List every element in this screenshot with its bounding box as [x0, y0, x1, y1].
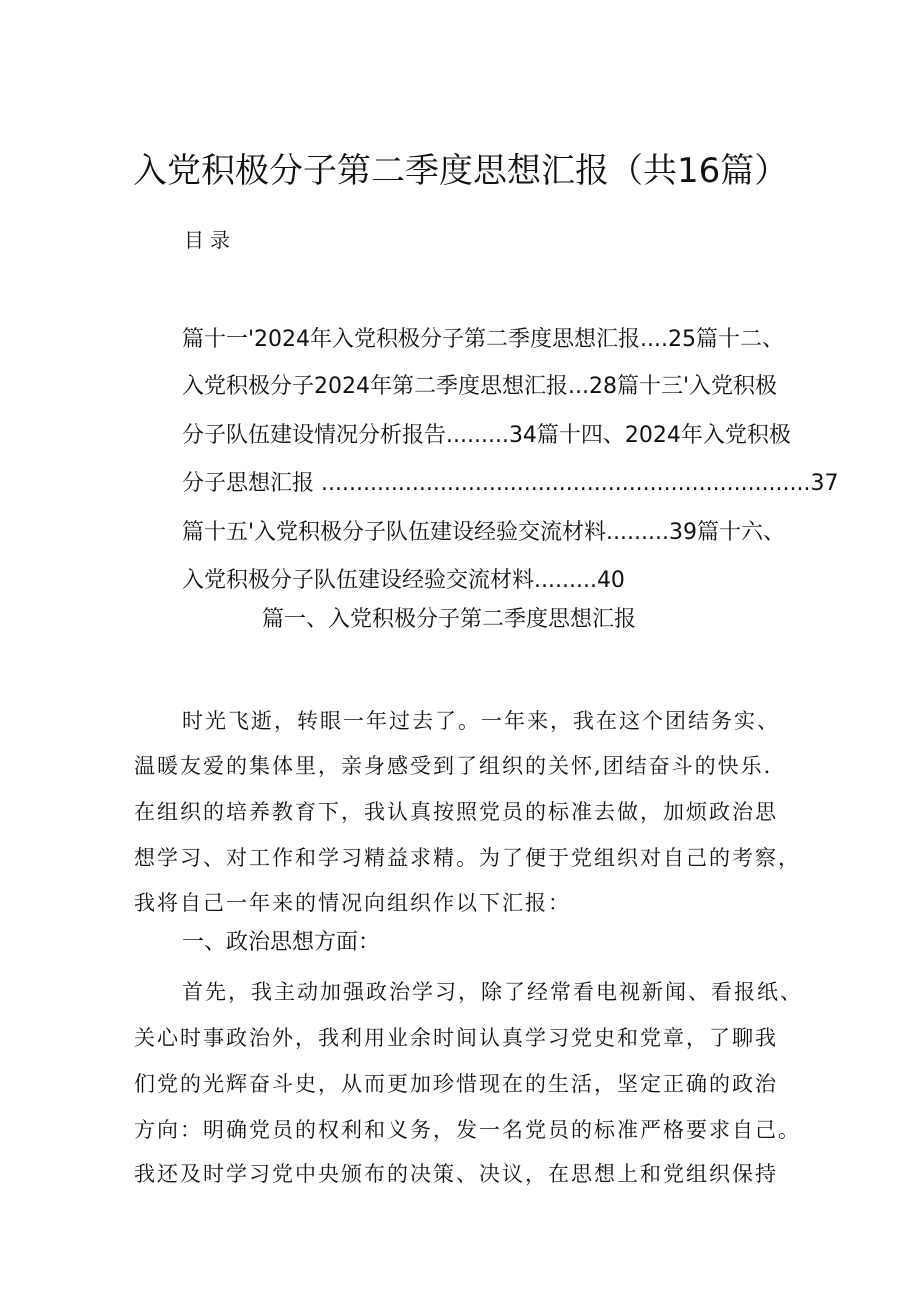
toc-line: 入党积极分子队伍建设经验交流材料.........40 [182, 568, 625, 593]
document-title: 入党积极分子第二季度思想汇报（共16篇） [133, 151, 789, 191]
paragraph-line: 想学习、对工作和学习精益求精。为了便于党组织对自己的考察， [134, 846, 801, 870]
toc-line: 篇十五'入党积极分子队伍建设经验交流材料.........39篇十六、 [182, 520, 785, 545]
toc-heading: 目录 [184, 228, 236, 252]
paragraph-line: 温暖友爱的集体里，亲身感受到了组织的关怀,团结奋斗的快乐. [134, 754, 773, 778]
paragraph-line: 关心时事政治外，我利用业余时间认真学习党史和党章，了聊我 [134, 1026, 778, 1050]
paragraph-line: 时光飞逝，转眼一年过去了。一年来，我在这个团结务实、 [182, 709, 780, 733]
paragraph-line: 们党的光辉奋斗史，从而更加珍惜现在的生活，坚定正确的政治 [134, 1072, 778, 1096]
toc-line: 分子队伍建设情况分析报告.........34篇十四、2024年入党积极 [182, 423, 791, 448]
paragraph-line: 我将自己一年来的情况向组织作以下汇报： [134, 891, 571, 915]
toc-line: 入党积极分子2024年第二季度思想汇报...28篇十三'入党积极 [182, 374, 778, 399]
toc-line: 篇十一'2024年入党积极分子第二季度思想汇报....25篇十二、 [182, 327, 785, 352]
paragraph-line: 首先，我主动加强政治学习，除了经常看电视新闻、看报纸、 [182, 980, 803, 1004]
paragraph-line: 在组织的培养教育下，我认真按照党员的标准去做，加烦政治思 [134, 800, 778, 824]
section-title: 篇一、入党积极分子第二季度思想汇报 [262, 607, 637, 632]
paragraph-line: 我还及时学习党中央颁布的决策、决议，在思想上和党组织保持 [134, 1162, 778, 1186]
paragraph-line: 方向：明确党员的权利和义务，发一名党员的标准严格要求自己。 [134, 1118, 801, 1142]
toc-line: 分子思想汇报 ......................................................................37 [182, 471, 839, 496]
subheading: 一、政治思想方面： [182, 930, 381, 955]
